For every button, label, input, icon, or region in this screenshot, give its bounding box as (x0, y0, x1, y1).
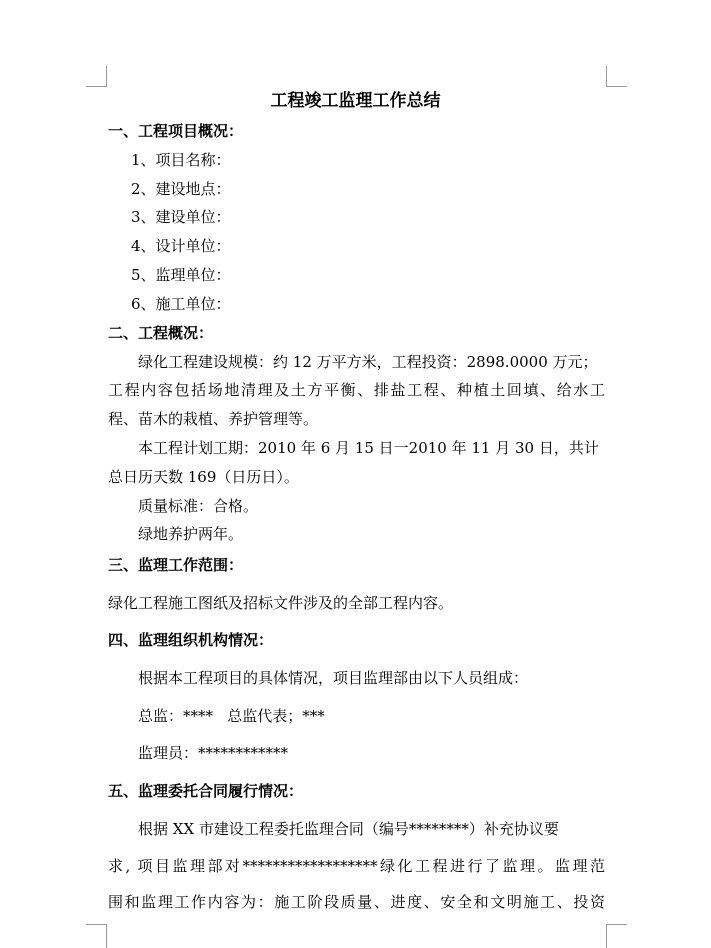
paragraph-line: 绿化工程施工图纸及招标文件涉及的全部工程内容。 (108, 594, 454, 612)
crop-mark-top-left (86, 66, 107, 87)
paragraph-line: 求, 项目监理部对******************绿化工程进行了监理。监理范 (108, 857, 605, 875)
paragraph-line: 监理员：************ (138, 744, 289, 762)
paragraph-line: 根据 XX 市建设工程委托监理合同（编号********）补充协议要 (138, 820, 559, 838)
paragraph-line: 围和监理工作内容为：施工阶段质量、进度、安全和文明施工、投资 (108, 893, 605, 911)
crop-mark-bottom-right (606, 924, 627, 948)
crop-mark-top-right (606, 66, 627, 87)
paragraph-line: 程、苗木的栽植、养护管理等。 (108, 410, 319, 428)
paragraph-line: 总日历天数 169（日历日）。 (108, 468, 299, 486)
paragraph-line: 绿地养护两年。 (138, 525, 244, 543)
list-item: 4、设计单位： (131, 237, 231, 255)
paragraph-line: 质量标准：合格。 (138, 497, 259, 515)
section-2-heading: 二、工程概况： (108, 324, 214, 342)
paragraph-line: 本工程计划工期：2010 年 6 月 15 日一2010 年 11 月 30 日，共计 (138, 439, 599, 457)
section-4-heading: 四、监理组织机构情况： (108, 631, 274, 649)
crop-mark-bottom-left (86, 924, 107, 948)
section-3-heading: 三、监理工作范围： (108, 556, 244, 574)
list-item: 6、施工单位： (131, 295, 231, 313)
list-item: 3、建设单位： (131, 208, 231, 226)
paragraph-line: 绿化工程建设规模：约 12 万平方米，工程投资：2898.0000 万元； (138, 353, 598, 371)
paragraph-line: 总监：**** 总监代表；*** (138, 707, 325, 725)
document-title: 工程竣工监理工作总结 (270, 91, 441, 111)
list-item: 1、项目名称： (131, 151, 231, 169)
paragraph-line: 工程内容包括场地清理及土方平衡、排盐工程、种植土回填、给水工 (108, 381, 605, 399)
list-item: 2、建设地点： (131, 180, 231, 198)
list-item: 5、监理单位： (131, 266, 231, 284)
section-5-heading: 五、监理委托合同履行情况： (108, 782, 304, 800)
paragraph-line: 根据本工程项目的具体情况，项目监理部由以下人员组成： (138, 669, 529, 687)
section-1-heading: 一、工程项目概况： (108, 122, 244, 140)
